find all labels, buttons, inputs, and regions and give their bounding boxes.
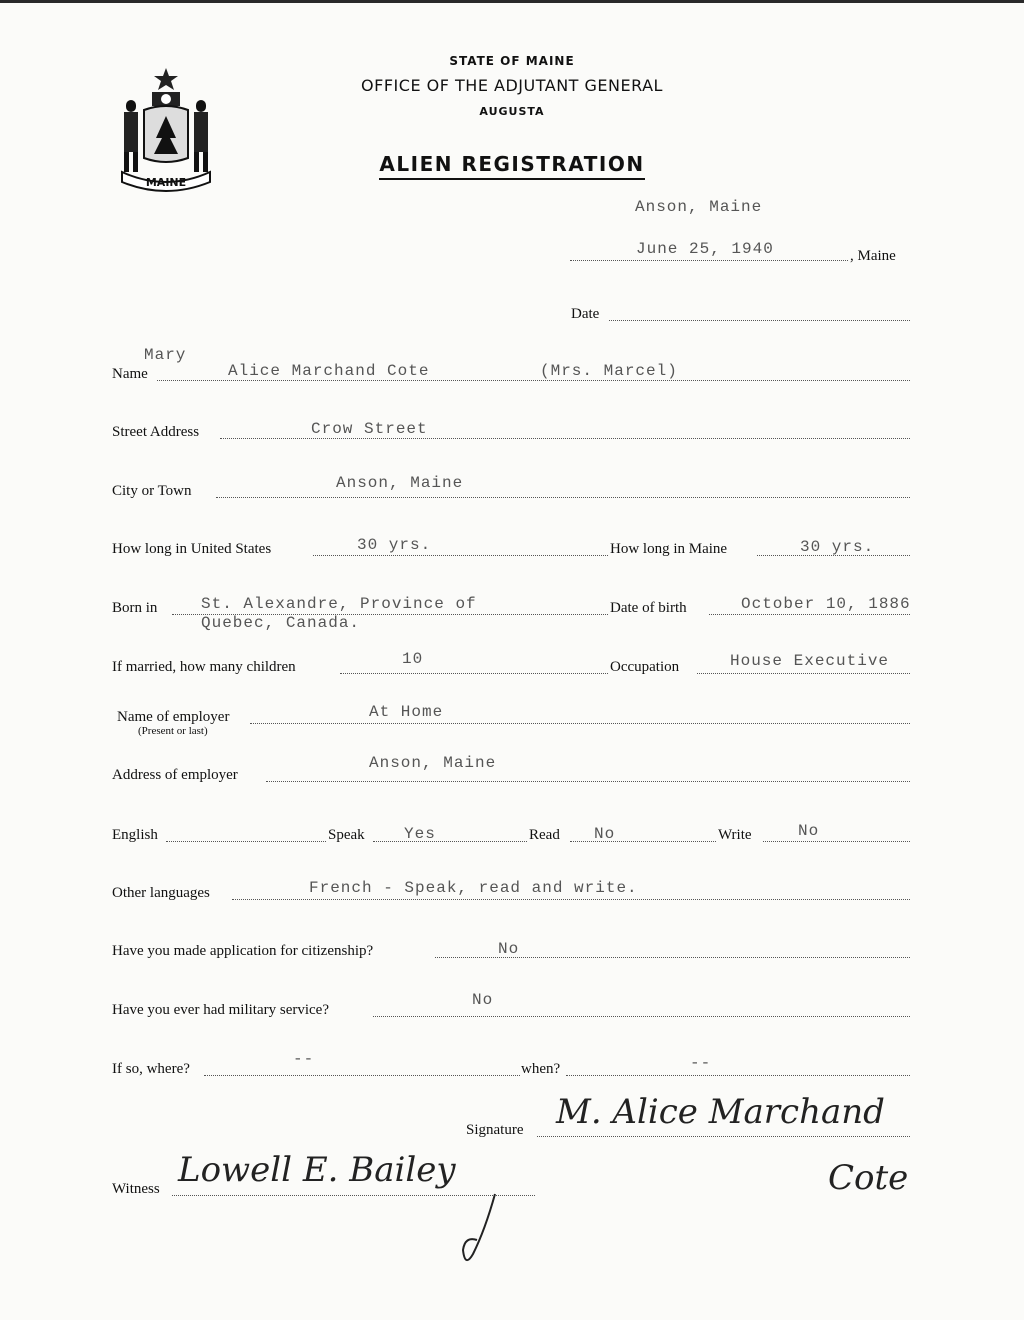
name-value: Alice Marchand Cote: [228, 362, 430, 380]
name-label: Name: [112, 366, 148, 382]
read-line: [570, 841, 716, 842]
street-label: Street Address: [112, 424, 200, 440]
name-note-value: (Mrs. Marcel): [540, 362, 678, 380]
when-line: [566, 1075, 910, 1076]
where-line: [204, 1075, 520, 1076]
city-label: City or Town: [112, 483, 192, 499]
signature-handwritten-line2: Cote: [828, 1158, 909, 1198]
english-label: English: [112, 827, 158, 843]
name-line: [157, 380, 910, 381]
children-value: 10: [402, 650, 424, 668]
where-value: --: [293, 1050, 315, 1068]
date-label: Date: [571, 306, 600, 322]
write-line: [763, 841, 910, 842]
witness-signature-flourish: [455, 1190, 505, 1270]
military-label: Have you ever had military service?: [112, 1002, 329, 1018]
dob-line: [709, 614, 910, 615]
us-duration-value: 30 yrs.: [357, 536, 432, 554]
write-value: No: [798, 822, 820, 840]
place-suffix: , Maine: [850, 248, 896, 264]
date-line: [609, 320, 910, 321]
signature-handwritten-line1: M. Alice Marchand: [556, 1092, 885, 1132]
us-duration-label: How long in United States: [112, 541, 272, 557]
place-line: [570, 260, 848, 261]
employer-label: Name of employer: [117, 709, 230, 725]
name-above-typed: Mary: [144, 346, 187, 364]
city-line: [216, 497, 910, 498]
write-label: Write: [718, 827, 752, 843]
employer-note: (Present or last): [138, 725, 208, 737]
military-line: [373, 1016, 910, 1017]
employer-value: At Home: [369, 703, 444, 721]
occupation-line: [697, 673, 910, 674]
other-languages-label: Other languages: [112, 885, 210, 901]
born-in-value-line1: St. Alexandre, Province of: [201, 595, 477, 613]
speak-label: Speak: [328, 827, 365, 843]
other-languages-line: [232, 899, 910, 900]
employer-address-value: Anson, Maine: [369, 754, 497, 772]
english-line: [166, 841, 326, 842]
speak-value: Yes: [404, 825, 436, 843]
read-value: No: [594, 825, 616, 843]
header-office: OFFICE OF THE ADJUTANT GENERAL: [361, 76, 663, 95]
read-label: Read: [529, 827, 560, 843]
form-title: [0, 152, 1024, 176]
employer-address-line: [266, 781, 910, 782]
employer-line: [250, 723, 910, 724]
born-in-value-line2: Quebec, Canada.: [201, 614, 361, 632]
children-label: If married, how many children: [112, 659, 296, 675]
witness-handwritten: Lowell E. Bailey: [178, 1150, 456, 1190]
occupation-value: House Executive: [730, 652, 890, 670]
if-so-where-label: If so, where?: [112, 1061, 190, 1077]
citizenship-value: No: [498, 940, 520, 958]
us-duration-line: [313, 555, 608, 556]
signature-label: Signature: [466, 1122, 524, 1138]
when-value: --: [690, 1054, 712, 1072]
other-languages-value: French - Speak, read and write.: [309, 879, 638, 897]
when-label: when?: [521, 1061, 561, 1077]
place-date-typed: June 25, 1940: [636, 240, 774, 258]
dob-value: October 10, 1886: [741, 595, 911, 613]
speak-line: [373, 841, 527, 842]
occupation-label: Occupation: [610, 659, 680, 675]
seal-text: MAINE: [145, 176, 187, 189]
place-typed: Anson, Maine: [635, 198, 763, 216]
scan-edge: [0, 0, 1024, 3]
citizenship-label: Have you made application for citizenship?: [112, 943, 374, 959]
maine-duration-value: 30 yrs.: [800, 538, 875, 556]
employer-address-label: Address of employer: [112, 767, 238, 783]
form-title-text: ALIEN REGISTRATION: [379, 152, 644, 180]
header-state: STATE OF MAINE: [449, 54, 575, 68]
witness-label: Witness: [112, 1181, 160, 1197]
street-value: Crow Street: [311, 420, 428, 438]
children-line: [340, 673, 608, 674]
street-line: [220, 438, 910, 439]
signature-line: [537, 1136, 910, 1137]
military-value: No: [472, 991, 494, 1009]
city-value: Anson, Maine: [336, 474, 464, 492]
maine-duration-label: How long in Maine: [610, 541, 728, 557]
header-city: AUGUSTA: [479, 105, 545, 118]
dob-label: Date of birth: [610, 600, 687, 616]
born-in-label: Born in: [112, 600, 158, 616]
